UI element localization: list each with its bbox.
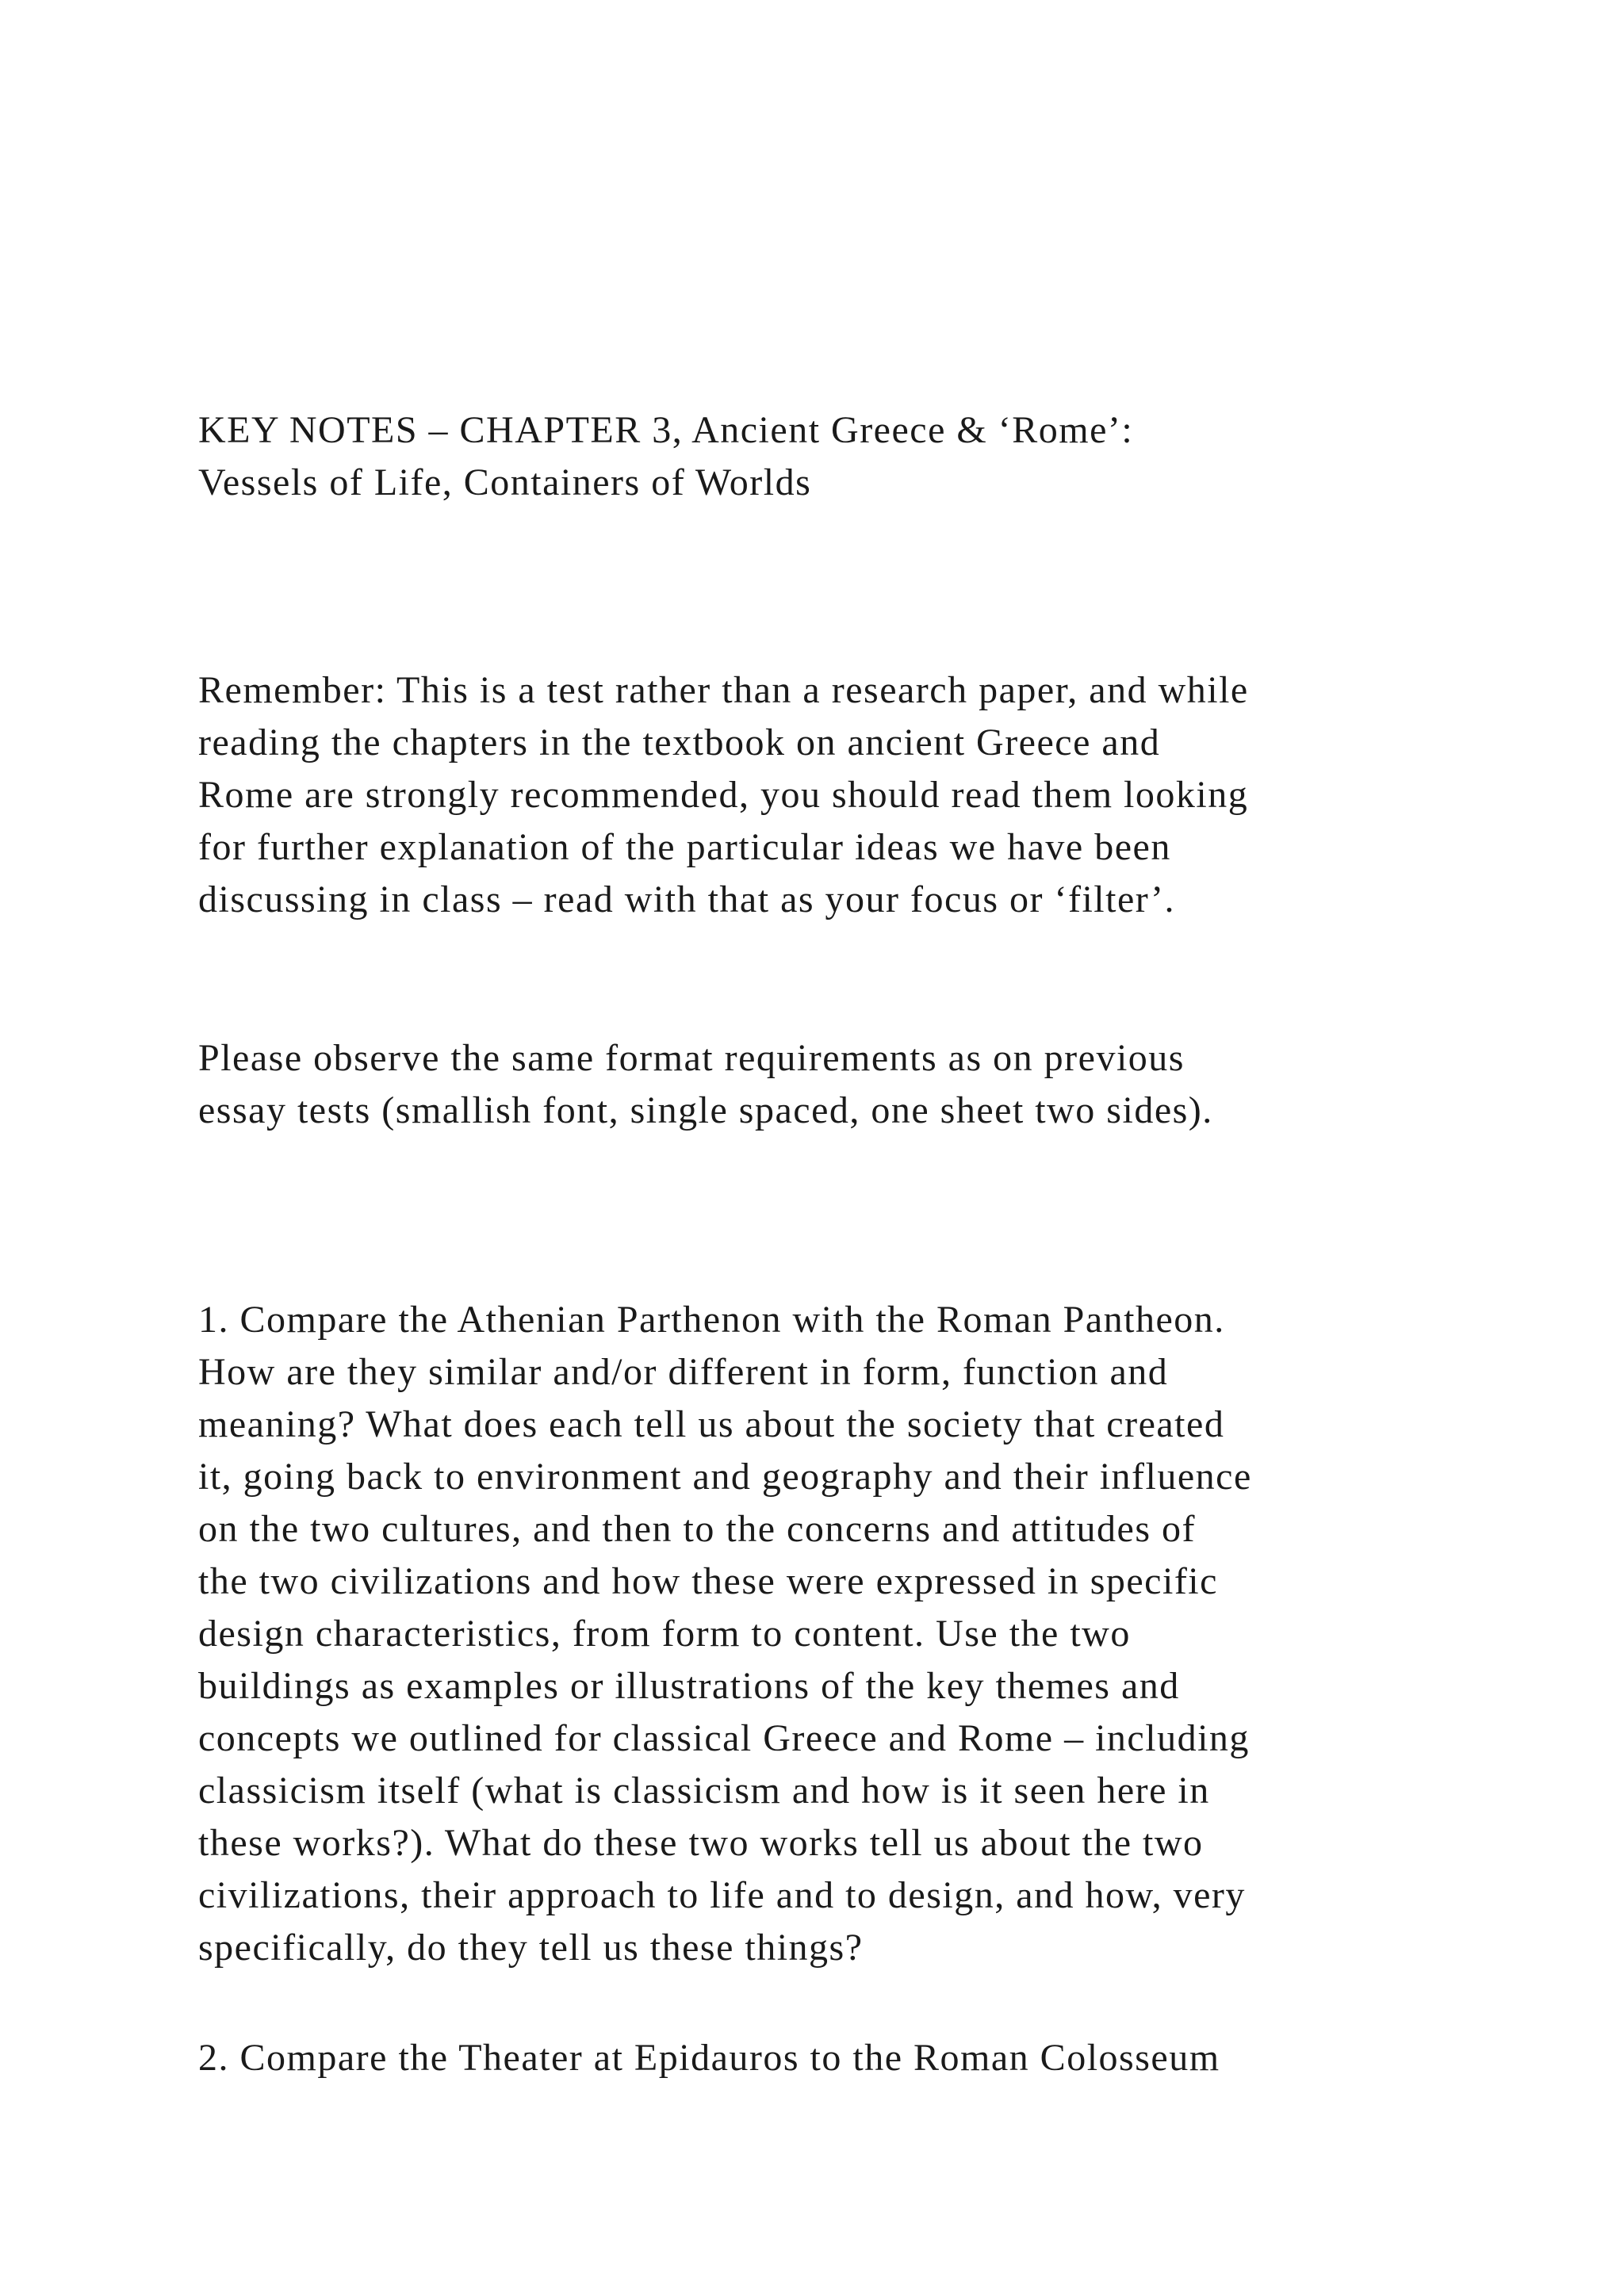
document-title: KEY NOTES – CHAPTER 3, Ancient Greece & ‘Rome’: Vessels of Life, Containers of Worlds [198,409,1134,503]
question-2-paragraph: 2. Compare the Theater at Epidauros to the Roman Colosseum [198,2037,1220,2079]
reminder-paragraph: Remember: This is a test rather than a research paper, and while reading the chapters in the textbook on ancient Greece and Rome are strongly recommended, you should read them looking for further explanation of the particular ideas we have been discussing in class – read with that as your focus or ‘filter’. [198,669,1249,920]
question-1-paragraph: 1. Compare the Athenian Parthenon with the Roman Pantheon. How are they similar and/or different in form, function and meaning? What does each tell us about the society that created it, going back to environment and geography and their influence on the two cultures, and then to the concerns and attitudes of the two civilizations and how these were expressed in specific design characteristics, from form to content. Use the two buildings as examples or illustrations of the key themes and concepts we outlined for classical Greece and Rome – including classicism itself (what is classicism and how is it seen here in these works?). What do these two works tell us about the two civilizations, their approach to life and to design, and how, very specifically, do they tell us these things? [198,1299,1252,1969]
format-requirements-paragraph: Please observe the same format requirements as on previous essay tests (smallish font, single spaced, one sheet two sides). [198,1037,1213,1131]
